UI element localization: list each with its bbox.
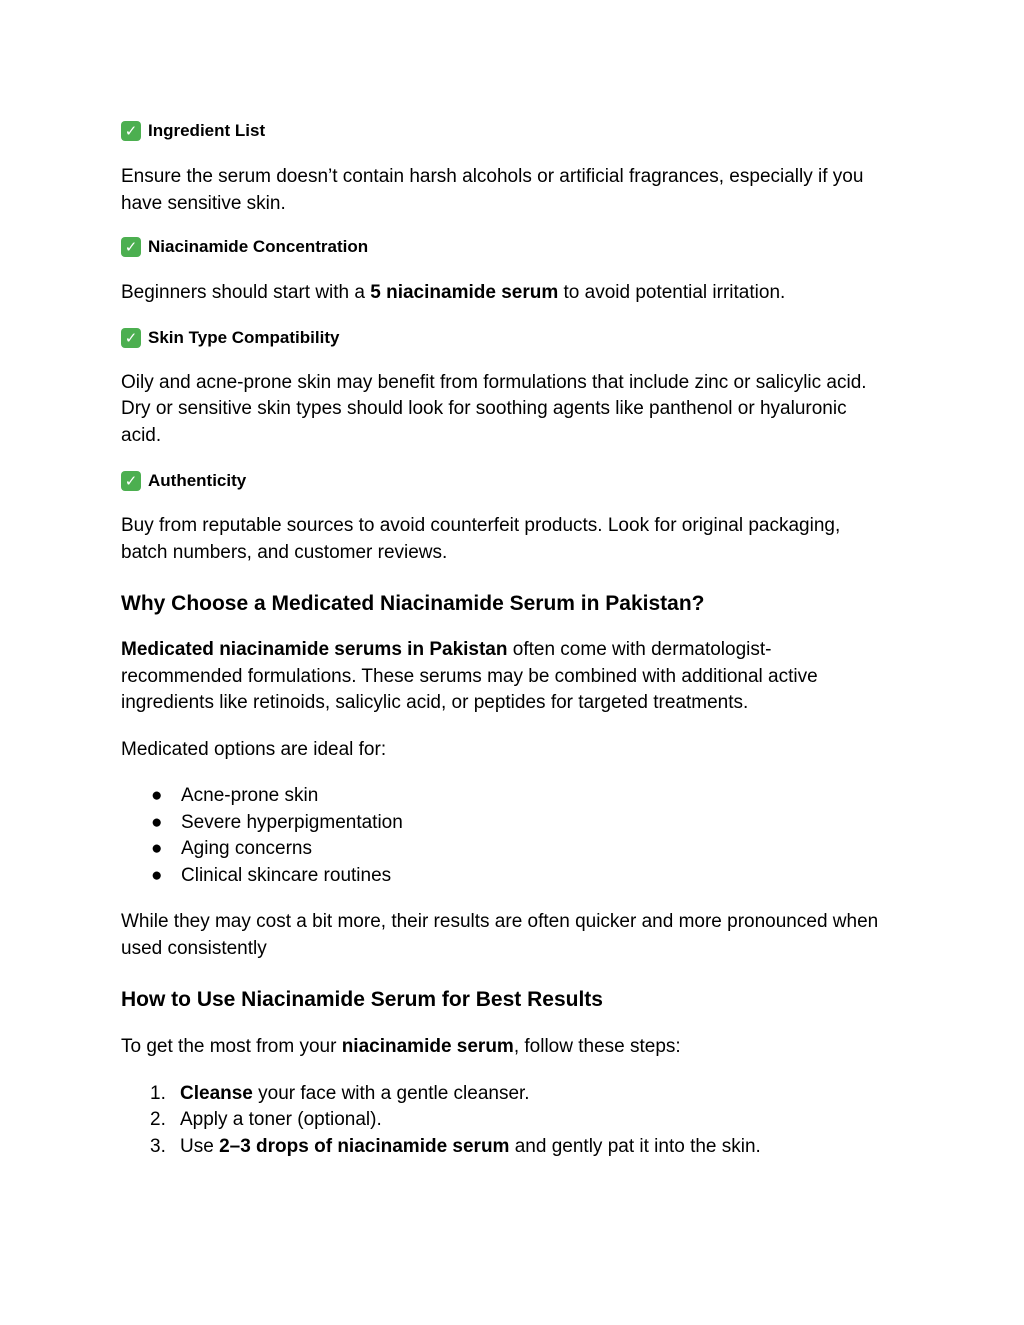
bold-text: Medicated niacinamide serums in Pakistan [121,639,508,660]
subheading-skin-type-compatibility [121,325,891,351]
medicated-closing-paragraph: While they may cost a bit more, their results are often quicker and more pronounced when used consistently [121,911,879,959]
list-item [121,1134,891,1161]
step-number: 2. [150,1109,166,1130]
paragraph-text: , follow these steps: [513,1036,681,1057]
howto-steps-list [121,1081,891,1161]
list-item [121,863,891,890]
list-item-text [180,1081,530,1108]
list-item [121,783,891,810]
list-item [121,836,891,863]
howto-intro-paragraph [121,1034,891,1061]
bullet-icon: ● [151,785,163,806]
paragraph-text: to avoid potential irritation. [558,282,786,303]
document-content [121,118,891,1160]
step-text: your face with a gentle cleanser. [252,1082,530,1104]
bold-text: Cleanse [180,1082,253,1104]
check-mark-icon: ✓ [121,328,141,348]
subheading-ingredient-list [121,118,891,144]
list-item-text: Clinical skincare routines [181,864,392,886]
skin-type-paragraph: Oily and acne-prone skin may benefit from formulations that include zinc or salicylic acid. Dry or sensitive skin types should look for soothing agents like panthenol or hyaluronic acid. [121,371,867,446]
bullet-icon: ● [151,864,163,886]
bold-text: niacinamide serum [341,1036,514,1057]
ideal-for-paragraph: Medicated options are ideal for: [121,738,387,760]
step-text: and gently pat it into the skin. [509,1135,761,1157]
paragraph-text: often come with dermatologist-recommended formulations. These serums may be combined with additional active ingredients like retinoids, salicylic acid, or peptides for targeted treatments. [121,639,818,713]
subheading-text: Ingredient List [148,121,266,140]
subheading-niacinamide-concentration [121,234,891,260]
step-text: Use [180,1135,220,1157]
ideal-for-list [121,783,891,889]
list-item-text: Acne-prone skin [181,785,319,806]
bullet-icon: ● [151,838,163,859]
check-mark-icon: ✓ [121,471,141,491]
subheading-text: Skin Type Compatibility [148,327,340,347]
step-number: 3. [150,1135,166,1157]
subheading-authenticity [121,468,891,494]
paragraph-text: To get the most from your [121,1036,342,1057]
check-mark-icon: ✓ [121,121,141,141]
list-item [121,810,891,837]
medicated-section-title: Why Choose a Medicated Niacinamide Serum in Pakistan? [121,592,705,615]
list-item-text: Aging concerns [181,838,312,859]
ingredient-list-paragraph: Ensure the serum doesn’t contain harsh alcohols or artificial fragrances, especially if you have sensitive skin. [121,166,864,214]
bullet-icon: ● [151,811,163,833]
niacinamide-concentration-paragraph [121,280,891,307]
bold-text: 2–3 drops of niacinamide serum [219,1135,510,1157]
step-text: Apply a toner (optional). [180,1109,382,1130]
authenticity-paragraph: Buy from reputable sources to avoid counterfeit products. Look for original packaging, batch numbers, and customer reviews. [121,515,841,563]
list-item-text [180,1134,761,1161]
howto-section-title: How to Use Niacinamide Serum for Best Results [121,988,603,1011]
check-mark-icon: ✓ [121,237,141,257]
step-number: 1. [150,1082,166,1104]
paragraph-text: Beginners should start with a [121,282,371,303]
list-item [121,1081,891,1108]
subheading-text: Niacinamide Concentration [148,237,369,256]
bold-text: 5 niacinamide serum [370,282,559,303]
list-item-text: Severe hyperpigmentation [181,811,403,833]
subheading-text: Authenticity [148,471,247,490]
list-item [121,1107,891,1134]
list-item-text [180,1107,382,1134]
medicated-intro-paragraph [121,637,891,717]
